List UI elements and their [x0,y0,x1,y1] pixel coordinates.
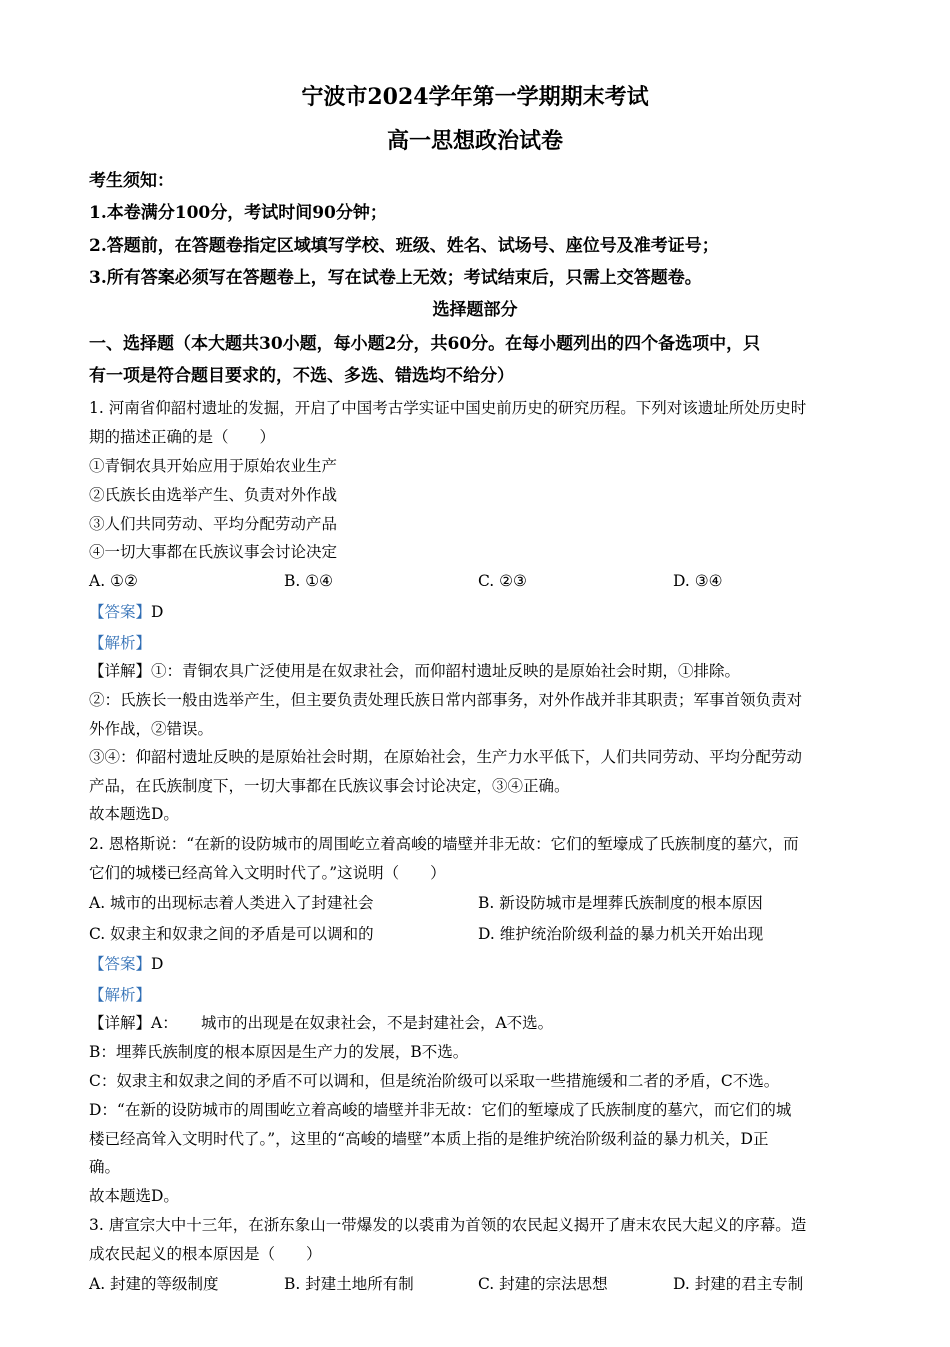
answer-tag: 【答案】 [89,955,152,973]
q1-option-d: D. ③④ [673,572,723,590]
q2-detail: 【详解】A： 城市的出现是在奴隶社会，不是封建社会，A不选。 [89,1014,554,1032]
q1-option-b: B. ①④ [284,572,334,590]
q2-detail: C：奴隶主和奴隶之间的矛盾不可以调和，但是统治阶级可以采取一些措施缓和二者的矛盾，C不选。 [89,1072,780,1090]
q2-detail: B：埋葬氏族制度的根本原因是生产力的发展，B不选。 [89,1043,469,1061]
section-instruction: 有一项是符合题目要求的，不选、多选、错选均不给分） [89,366,514,386]
q3-option-c: C. 封建的宗法思想 [478,1275,608,1293]
q1-option-a: A. ①② [89,572,138,590]
q1-stem: 期的描述正确的是（ ） [89,428,276,446]
section-instruction: 一、选择题（本大题共30小题，每小题2分，共60分。在每小题列出的四个备选项中，只 [89,334,761,354]
q3-option-d: D. 封建的君主专制 [673,1275,804,1293]
q2-detail: 楼已经高耸入文明时代了。”，这里的“高峻的墙壁”本质上指的是维护统治阶级利益的暴力机关，D正 [89,1130,769,1148]
section-heading: 选择题部分 [432,300,518,320]
q1-option-c: C. ②③ [478,572,527,590]
q2-option-a: A. 城市的出现标志着人类进入了封建社会 [89,894,374,912]
q1-statement: ④一切大事都在氏族议事会讨论决定 [89,543,338,561]
notice-item: 1.本卷满分100分，考试时间90分钟； [89,203,387,223]
answer-value: D [151,955,164,973]
q3-option-b: B. 封建土地所有制 [284,1275,414,1293]
q1-statement: ②氏族长由选举产生、负责对外作战 [89,486,338,504]
q1-answer [89,602,163,622]
exam-subtitle: 高一思想政治试卷 [386,128,563,154]
q2-detail: D：“在新的设防城市的周围屹立着高峻的墙壁并非无故：它们的堑壕成了氏族制度的墓穴，而它们的城 [89,1101,792,1119]
notice-heading: 考生须知： [89,171,174,191]
q1-detail: 产品，在氏族制度下，一切大事都在氏族议事会讨论决定，③④正确。 [89,777,570,795]
q1-statement: ③人们共同劳动、平均分配劳动产品 [89,515,338,533]
q1-detail: ③④：仰韶村遗址反映的是原始社会时期，在原始社会，生产力水平低下，人们共同劳动、平均分配劳动 [89,748,803,766]
notice-item: 3.所有答案必须写在答题卷上，写在试卷上无效；考试结束后，只需上交答题卷。 [89,268,702,288]
analysis-tag: 【解析】 [89,986,152,1004]
q2-option-c: C. 奴隶主和奴隶之间的矛盾是可以调和的 [89,925,374,943]
q1-detail: 【详解】①：青铜农具广泛使用是在奴隶社会，而仰韶村遗址反映的是原始社会时期，①排除。 [89,662,741,680]
q3-stem: 3. 唐宣宗大中十三年，在浙东象山一带爆发的以裘甫为首领的农民起义揭开了唐末农民大起义的序幕。造 [89,1216,807,1234]
answer-value: D [151,603,164,621]
exam-title: 宁波市2024学年第一学期期末考试 [301,84,649,110]
q1-detail: 故本题选D。 [89,805,179,823]
q3-option-a: A. 封建的等级制度 [89,1275,219,1293]
q3-stem: 成农民起义的根本原因是（ ） [89,1245,322,1263]
q2-option-d: D. 维护统治阶级利益的暴力机关开始出现 [478,925,764,943]
q1-stem: 1. 河南省仰韶村遗址的发掘，开启了中国考古学实证中国史前历史的研究历程。下列对该遗址所处历史时 [89,399,807,417]
q2-option-b: B. 新设防城市是埋葬氏族制度的根本原因 [478,894,763,912]
notice-item: 2.答题前，在答题卷指定区域填写学校、班级、姓名、试场号、座位号及准考证号； [89,236,719,256]
q1-detail: 外作战，②错误。 [89,720,214,738]
q2-detail: 故本题选D。 [89,1187,179,1205]
analysis-tag: 【解析】 [89,634,152,652]
q2-detail: 确。 [89,1158,121,1176]
q2-stem: 它们的城楼已经高耸入文明时代了。”这说明（ ） [89,864,446,882]
answer-tag: 【答案】 [89,603,152,621]
q2-answer [89,954,163,974]
q1-statement: ①青铜农具开始应用于原始农业生产 [89,457,338,475]
q1-detail: ②：氏族长一般由选举产生，但主要负责处理氏族日常内部事务，对外作战并非其职责；军事首领负责对 [89,691,803,709]
q2-stem: 2. 恩格斯说：“在新的设防城市的周围屹立着高峻的墙壁并非无故：它们的堑壕成了氏族制度的墓穴，而 [89,835,799,853]
